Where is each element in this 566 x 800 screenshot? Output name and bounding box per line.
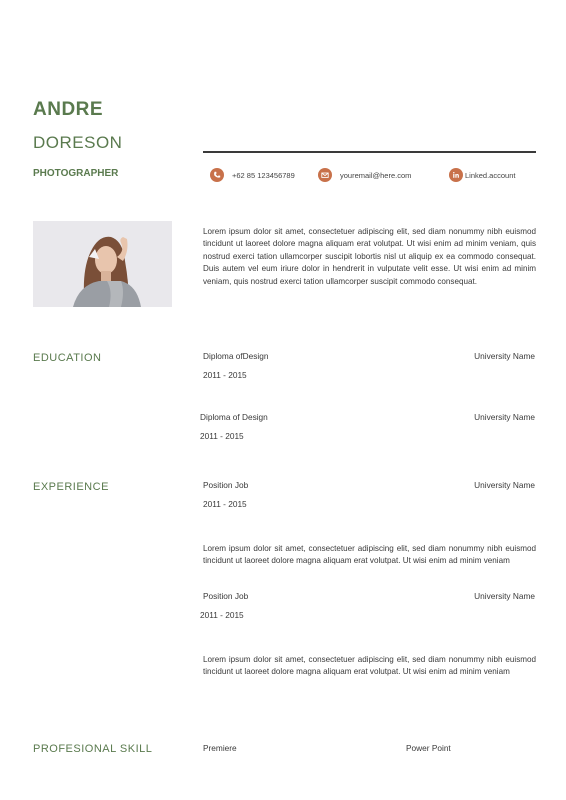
experience-description: Lorem ipsum dolor sit amet, consectetuer adipiscing elit, sed diam nonummy nibh euismod tincidunt ut laoreet dolore magna aliquam erat volutpat. Ut wisi enim ad minim veniam [203,655,536,677]
experience-description: Lorem ipsum dolor sit amet, consectetuer adipiscing elit, sed diam nonummy nibh euismod tincidunt ut laoreet dolore magna aliquam erat volutpat. Ut wisi enim ad minim veniam [203,544,536,566]
experience-years: 2011 - 2015 [203,499,247,509]
experience-company: University Name [474,480,535,490]
experience-company: University Name [474,591,535,601]
education-degree: Diploma of Design [200,412,268,422]
skills-heading: PROFESIONAL SKILL [33,743,153,755]
first-name: ANDRE [33,99,104,120]
linkedin-icon [449,168,463,182]
header-divider [203,151,536,153]
skill-item: Premiere [203,743,237,753]
phone-number: +62 85 123456789 [232,170,295,180]
last-name: DORESON [33,133,123,152]
contact-email [318,167,411,183]
contact-linkedin [449,167,515,183]
email-icon [318,168,332,182]
experience-position: Position Job [203,480,249,490]
education-school: University Name [474,412,535,422]
profile-summary: Lorem ipsum dolor sit amet, consectetuer adipiscing elit, sed diam nonummy nibh euismod tincidunt ut laoreet dolore magna aliquam erat volutpat. Ut wisi enim ad minim veniam, quis nostrud exerci tation ullamcorper suscipit lobortis nisl ut aliquip ex ea commodo consequat. Duis autem vel eum iriure dolor in hendrerit in vulputate velit esse. Ut wisi enim ad minim veniam, quis nostrud exerci tation ullamcorper suscipit commodo consequat. [203,227,536,286]
email-address[interactable]: youremail@here.com [340,170,412,180]
education-heading: EDUCATION [33,352,102,364]
skill-item: Power Point [406,743,451,753]
experience-position: Position Job [203,591,249,601]
education-degree: Diploma ofDesign [203,351,269,361]
experience-years: 2011 - 2015 [200,610,244,620]
profile-photo [33,221,172,307]
job-title: PHOTOGRAPHER [33,168,119,179]
linkedin-account[interactable]: Linked.account [465,170,516,180]
contact-phone [210,167,295,183]
phone-icon [210,168,224,182]
experience-heading: EXPERIENCE [33,481,109,493]
education-years: 2011 - 2015 [203,370,247,380]
education-years: 2011 - 2015 [200,431,244,441]
education-school: University Name [474,351,535,361]
